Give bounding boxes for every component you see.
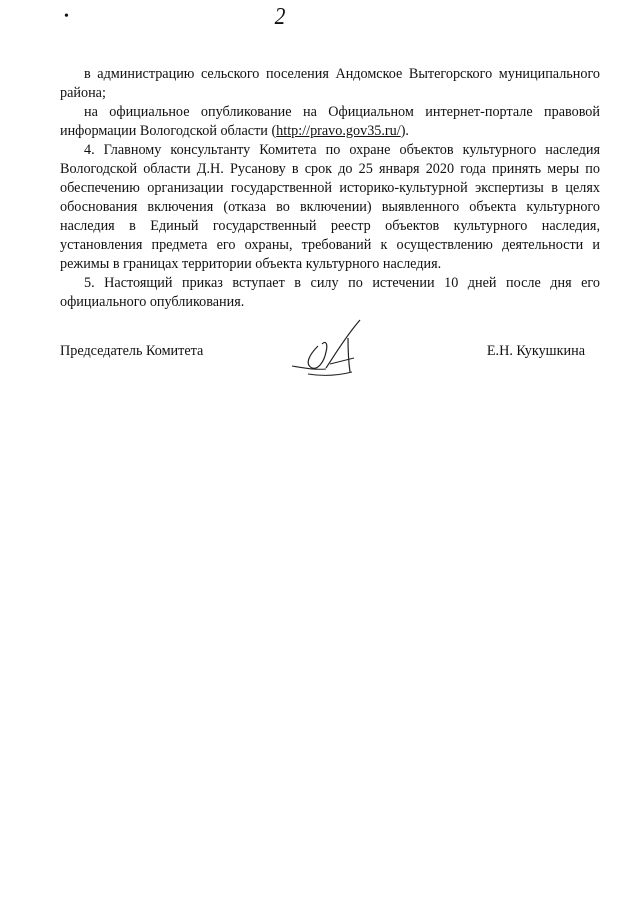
paragraph-item-5: 5. Настоящий приказ вступает в силу по истечении 10 дней после дня его официального опубликования. (60, 275, 600, 310)
paragraph-publication-end: ). (400, 123, 409, 139)
portal-link[interactable]: http://pravo.gov35.ru/ (276, 123, 401, 139)
handwritten-signature-icon (290, 318, 370, 384)
paragraph-administration: в администрацию сельского поселения Андомское Вытегорского муниципального района; (60, 66, 600, 101)
paragraph-publication (60, 103, 600, 141)
document-body (60, 65, 600, 312)
scan-mark: • (64, 9, 69, 24)
paragraph-publication-text: на официальное опубликование на Официальном интернет-портале правовой информации Вологодской области ( (60, 104, 600, 139)
signatory-name: Е.Н. Кукушкина (486, 343, 585, 359)
signature-block (60, 342, 600, 382)
signatory-title: Председатель Комитета (60, 343, 204, 359)
page-number: 2 (274, 4, 286, 30)
paragraph-item-4: 4. Главному консультанту Комитета по охране объектов культурного наследия Вологодской области Д.Н. Русанову в срок до 25 января 2020 года принять меры по обеспечению организации государственной историко-культурной экспертизы в целях обоснования включения (отказа во включении) выявленного объекта культурного наследия в Единый государственный реестр объектов культурного наследия, установления предмета его охраны, требований к осуществлению деятельности и режимы в границах территории объекта культурного наследия. (60, 142, 600, 272)
